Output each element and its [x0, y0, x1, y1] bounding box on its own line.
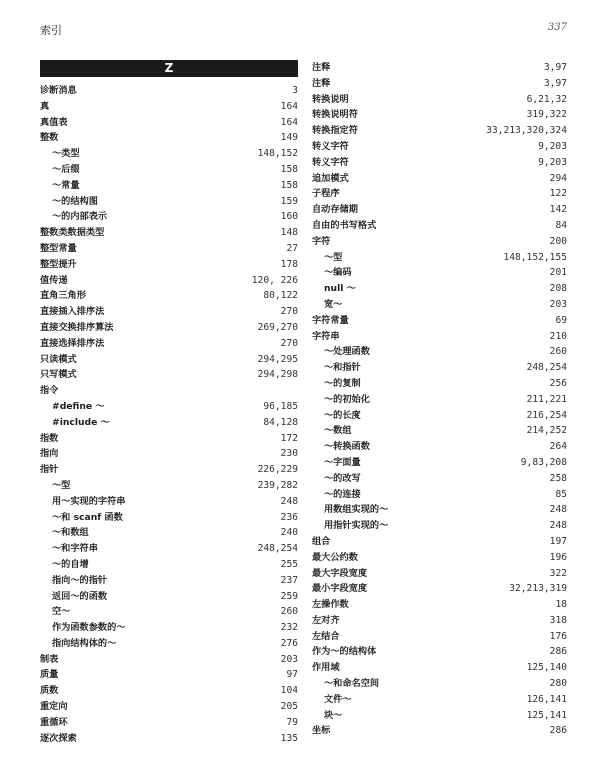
index-term: 追加模式: [312, 172, 349, 184]
page-references: 135: [280, 732, 298, 744]
index-term: 子程序: [312, 188, 340, 200]
index-term: ～和 scanf 函数: [52, 511, 123, 523]
page-references: 96,185: [263, 400, 298, 412]
index-term: #define ～: [52, 400, 105, 412]
section-letter-header: Z: [40, 60, 298, 77]
index-term: 用指针实现的～: [324, 520, 389, 532]
index-column-right: [312, 60, 567, 739]
index-entry: [312, 502, 567, 518]
index-entry: [312, 487, 567, 503]
index-term: 空～: [52, 606, 71, 618]
index-term: #include ～: [52, 416, 110, 428]
page-references: 210: [549, 330, 567, 342]
index-entry: [312, 613, 567, 629]
index-entry: [40, 241, 298, 257]
page-references: 248,254: [257, 543, 298, 555]
index-entry: [40, 715, 298, 731]
index-entry: [40, 257, 298, 273]
index-entry: [40, 573, 298, 589]
index-entry: [40, 383, 298, 399]
index-entry: [40, 683, 298, 699]
page-references: 318: [549, 614, 567, 626]
page-references: 270: [280, 306, 298, 318]
page-number: 337: [547, 22, 567, 33]
index-term: 真值表: [40, 116, 68, 128]
page-references: 264: [549, 441, 567, 453]
index-entry-list-left: [40, 83, 298, 746]
index-entry: [312, 550, 567, 566]
page-references: 6,21,32: [526, 93, 567, 105]
index-term: 作用域: [312, 662, 340, 674]
page-references: 211,221: [526, 393, 567, 405]
page-references: 125,141: [526, 709, 567, 721]
index-term: 文件～: [324, 693, 352, 705]
index-entry: [312, 660, 567, 676]
index-term: ～型: [52, 479, 71, 491]
page-references: 160: [280, 211, 298, 223]
index-entry: [40, 620, 298, 636]
index-term: 直接选择排序法: [40, 337, 105, 349]
page-references: 294: [549, 172, 567, 184]
index-term: ～类型: [52, 148, 80, 160]
page-references: 9,203: [538, 140, 567, 152]
page-references: 84,128: [263, 416, 298, 428]
index-term: ～的复制: [324, 377, 361, 389]
page-references: 178: [280, 258, 298, 270]
index-term: 转换指定符: [312, 125, 358, 137]
index-entry: [312, 644, 567, 660]
page-references: 256: [549, 377, 567, 389]
index-entry: [312, 360, 567, 376]
index-term: 指向: [40, 448, 59, 460]
index-term: ～编码: [324, 267, 352, 279]
page-references: 203: [549, 298, 567, 310]
index-term: 值传递: [40, 274, 68, 286]
index-entry: [40, 162, 298, 178]
index-entry: [312, 439, 567, 455]
index-entry: [40, 699, 298, 715]
index-term: 只写模式: [40, 369, 77, 381]
page-references: 79: [286, 716, 298, 728]
index-term: ～的内部表示: [52, 211, 108, 223]
page-references: 203: [280, 653, 298, 665]
index-entry: [312, 265, 567, 281]
page-references: 125,140: [526, 662, 567, 674]
index-term: 诊断消息: [40, 85, 77, 96]
page-references: 142: [549, 204, 567, 216]
index-term: 字符常量: [312, 314, 349, 326]
index-term: ～后缀: [52, 163, 80, 175]
index-entry: [40, 557, 298, 573]
index-term: ～的自增: [52, 558, 89, 570]
index-term: 字符: [312, 235, 331, 247]
index-term: 整数: [40, 132, 59, 144]
page-references: 69: [555, 314, 567, 326]
index-term: 转义字符: [312, 140, 349, 152]
index-entry: [312, 186, 567, 202]
index-entry: [312, 60, 567, 76]
page-references: 260: [280, 606, 298, 618]
page-references: 230: [280, 448, 298, 460]
page-references: 259: [280, 590, 298, 602]
index-term: 直角三角形: [40, 290, 86, 302]
index-entry: [312, 392, 567, 408]
page-references: 148,152,155: [503, 251, 567, 263]
page-references: 9,83,208: [520, 456, 567, 468]
page-references: 126,141: [526, 693, 567, 705]
index-entry: [312, 518, 567, 534]
page-references: 294,295: [257, 353, 298, 365]
index-term: 组合: [312, 535, 331, 547]
index-term: 转换说明符: [312, 109, 358, 121]
index-term: ～的改写: [324, 472, 361, 484]
index-entry: [312, 92, 567, 108]
index-term: 直接插入排序法: [40, 306, 105, 318]
index-entry: [312, 597, 567, 613]
index-term: 用数组实现的～: [324, 504, 389, 516]
index-entry: [312, 408, 567, 424]
index-entry: [40, 178, 298, 194]
index-entry: [40, 510, 298, 526]
index-entry: [312, 171, 567, 187]
index-entry: [312, 107, 567, 123]
index-term: 最大公约数: [312, 551, 358, 563]
index-entry: [40, 415, 298, 431]
index-entry: [312, 139, 567, 155]
page-references: 120, 226: [251, 274, 298, 286]
page-references: 240: [280, 527, 298, 539]
page-references: 201: [549, 267, 567, 279]
index-entry: [40, 273, 298, 289]
page-references: 148: [280, 227, 298, 239]
index-term: 最小字段宽度: [312, 583, 368, 595]
page-references: 258: [549, 472, 567, 484]
index-term: 注释: [312, 77, 331, 89]
page-references: 248: [549, 520, 567, 532]
index-term: 注释: [312, 62, 331, 73]
index-entry: [312, 629, 567, 645]
index-term: 自动存储期: [312, 204, 358, 216]
index-entry: [40, 130, 298, 146]
index-entry: [40, 367, 298, 383]
index-entry: [40, 194, 298, 210]
index-entry: [312, 329, 567, 345]
index-term: 重定向: [40, 701, 68, 713]
index-entry: [40, 431, 298, 447]
index-entry: [312, 423, 567, 439]
page-references: 286: [549, 725, 567, 737]
page-references: 260: [549, 346, 567, 358]
index-entry-list-right: [312, 60, 567, 739]
index-entry: [40, 399, 298, 415]
index-term: 自由的书写格式: [312, 219, 377, 231]
index-term: 整数类数据类型: [40, 227, 105, 239]
page-references: 208: [549, 283, 567, 295]
index-entry: [40, 652, 298, 668]
page-references: 176: [549, 630, 567, 642]
index-term: 左操作数: [312, 599, 349, 611]
index-entry: [40, 541, 298, 557]
index-term: 转换说明: [312, 93, 349, 105]
index-term: ～和字符串: [52, 543, 98, 555]
index-entry: [312, 76, 567, 92]
page-references: 197: [549, 535, 567, 547]
index-column-left: [40, 60, 298, 746]
page-references: 84: [555, 219, 567, 231]
index-entry: [312, 202, 567, 218]
page-references: 85: [555, 488, 567, 500]
index-entry: [312, 155, 567, 171]
page-references: 269,270: [257, 321, 298, 333]
index-entry: [312, 534, 567, 550]
index-term: 返回～的函数: [52, 590, 108, 602]
index-term: 左结合: [312, 630, 340, 642]
index-entry: [40, 209, 298, 225]
page-references: 276: [280, 637, 298, 649]
page-references: 205: [280, 701, 298, 713]
index-entry: [312, 313, 567, 329]
index-term: 指向～的指针: [52, 574, 108, 586]
page-references: 164: [280, 116, 298, 128]
index-entry: [40, 320, 298, 336]
index-term: 真: [40, 100, 50, 112]
page-references: 158: [280, 163, 298, 175]
index-entry: [40, 731, 298, 747]
index-entry: [40, 146, 298, 162]
page-references: 248: [280, 495, 298, 507]
index-entry: [312, 676, 567, 692]
index-term: 作为～的结构体: [312, 646, 377, 658]
index-term: ～型: [324, 251, 343, 263]
index-term: ～处理函数: [324, 346, 370, 358]
index-term: ～转换函数: [324, 441, 370, 453]
page-references: 172: [280, 432, 298, 444]
index-term: 直接交换排序算法: [40, 321, 114, 333]
index-entry: [40, 352, 298, 368]
page-references: 270: [280, 337, 298, 349]
page-references: 286: [549, 646, 567, 658]
page-references: 216,254: [526, 409, 567, 421]
page-references: 32,213,319: [509, 583, 567, 595]
index-entry: [40, 225, 298, 241]
index-entry: [312, 234, 567, 250]
index-term: 指令: [40, 385, 59, 397]
index-term: ～常量: [52, 179, 80, 191]
index-entry: [40, 83, 298, 99]
index-term: 逐次探索: [40, 732, 77, 744]
page-references: 159: [280, 195, 298, 207]
page-references: 122: [549, 188, 567, 200]
index-term: ～和指针: [324, 362, 361, 374]
page-references: 214,252: [526, 425, 567, 437]
index-entry: [40, 604, 298, 620]
page-references: 80,122: [263, 290, 298, 302]
index-entry: [312, 708, 567, 724]
page-references: 97: [286, 669, 298, 681]
index-entry: [40, 478, 298, 494]
index-entry: [40, 589, 298, 605]
index-term: 指向结构体的～: [52, 637, 117, 649]
index-entry: [40, 336, 298, 352]
page-references: 3: [292, 85, 298, 96]
index-term: ～的初始化: [324, 393, 370, 405]
page-references: 3,97: [543, 62, 567, 73]
page-references: 196: [549, 551, 567, 563]
index-entry: [312, 471, 567, 487]
index-entry: [312, 250, 567, 266]
index-entry: [40, 99, 298, 115]
index-entry: [40, 525, 298, 541]
index-entry: [312, 218, 567, 234]
page-references: 27: [286, 242, 298, 254]
index-term: ～和数组: [52, 527, 89, 539]
page-references: 148,152: [257, 148, 298, 160]
index-term: null ～: [324, 283, 356, 295]
index-term: 指针: [40, 464, 59, 476]
index-entry: [40, 494, 298, 510]
index-entry: [312, 723, 567, 739]
page-references: 232: [280, 622, 298, 634]
index-term: 指数: [40, 432, 59, 444]
index-term: ～的连接: [324, 488, 361, 500]
index-entry: [312, 581, 567, 597]
page-references: 236: [280, 511, 298, 523]
page-references: 280: [549, 678, 567, 690]
page-references: 294,298: [257, 369, 298, 381]
index-entry: [40, 462, 298, 478]
page-references: 3,97: [543, 77, 567, 89]
index-entry: [312, 692, 567, 708]
index-entry: [40, 667, 298, 683]
index-entry: [40, 288, 298, 304]
index-term: 作为函数参数的～: [52, 622, 126, 634]
index-term: 整型提升: [40, 258, 77, 270]
page-references: 226,229: [257, 464, 298, 476]
index-term: 质量: [40, 669, 59, 681]
page-references: 9,203: [538, 156, 567, 168]
index-term: 重循环: [40, 716, 68, 728]
page-references: 164: [280, 100, 298, 112]
index-entry: [312, 566, 567, 582]
index-term: ～的长度: [324, 409, 361, 421]
index-term: 只读模式: [40, 353, 77, 365]
page-references: 104: [280, 685, 298, 697]
index-entry: [312, 123, 567, 139]
index-term: 用～实现的字符串: [52, 495, 126, 507]
page-references: 18: [555, 599, 567, 611]
index-term: 转义字符: [312, 156, 349, 168]
page-references: 248: [549, 504, 567, 516]
index-term: 质数: [40, 685, 59, 697]
page-references: 255: [280, 558, 298, 570]
page-references: 237: [280, 574, 298, 586]
index-entry: [40, 636, 298, 652]
index-term: ～字面量: [324, 456, 361, 468]
index-term: 最大字段宽度: [312, 567, 368, 579]
index-term: 块～: [324, 709, 343, 721]
index-term: 整型常量: [40, 242, 77, 254]
index-entry: [40, 446, 298, 462]
index-entry: [312, 281, 567, 297]
running-header-title: 索引: [40, 24, 62, 37]
page-references: 158: [280, 179, 298, 191]
index-term: ～的结构图: [52, 195, 98, 207]
index-term: ～数组: [324, 425, 352, 437]
page-references: 149: [280, 132, 298, 144]
page-references: 239,282: [257, 479, 298, 491]
index-term: 制表: [40, 653, 59, 665]
page-references: 322: [549, 567, 567, 579]
index-term: 字符串: [312, 330, 340, 342]
index-entry: [312, 297, 567, 313]
page-references: 33,213,320,324: [486, 125, 567, 137]
index-entry: [312, 344, 567, 360]
index-term: 宽～: [324, 298, 343, 310]
index-entry: [312, 376, 567, 392]
index-term: 左对齐: [312, 614, 340, 626]
index-entry: [40, 304, 298, 320]
index-term: ～和命名空间: [324, 678, 380, 690]
page-references: 200: [549, 235, 567, 247]
index-term: 坐标: [312, 725, 331, 737]
index-entry: [40, 115, 298, 131]
page-references: 319,322: [526, 109, 567, 121]
page-references: 248,254: [526, 362, 567, 374]
index-entry: [312, 455, 567, 471]
